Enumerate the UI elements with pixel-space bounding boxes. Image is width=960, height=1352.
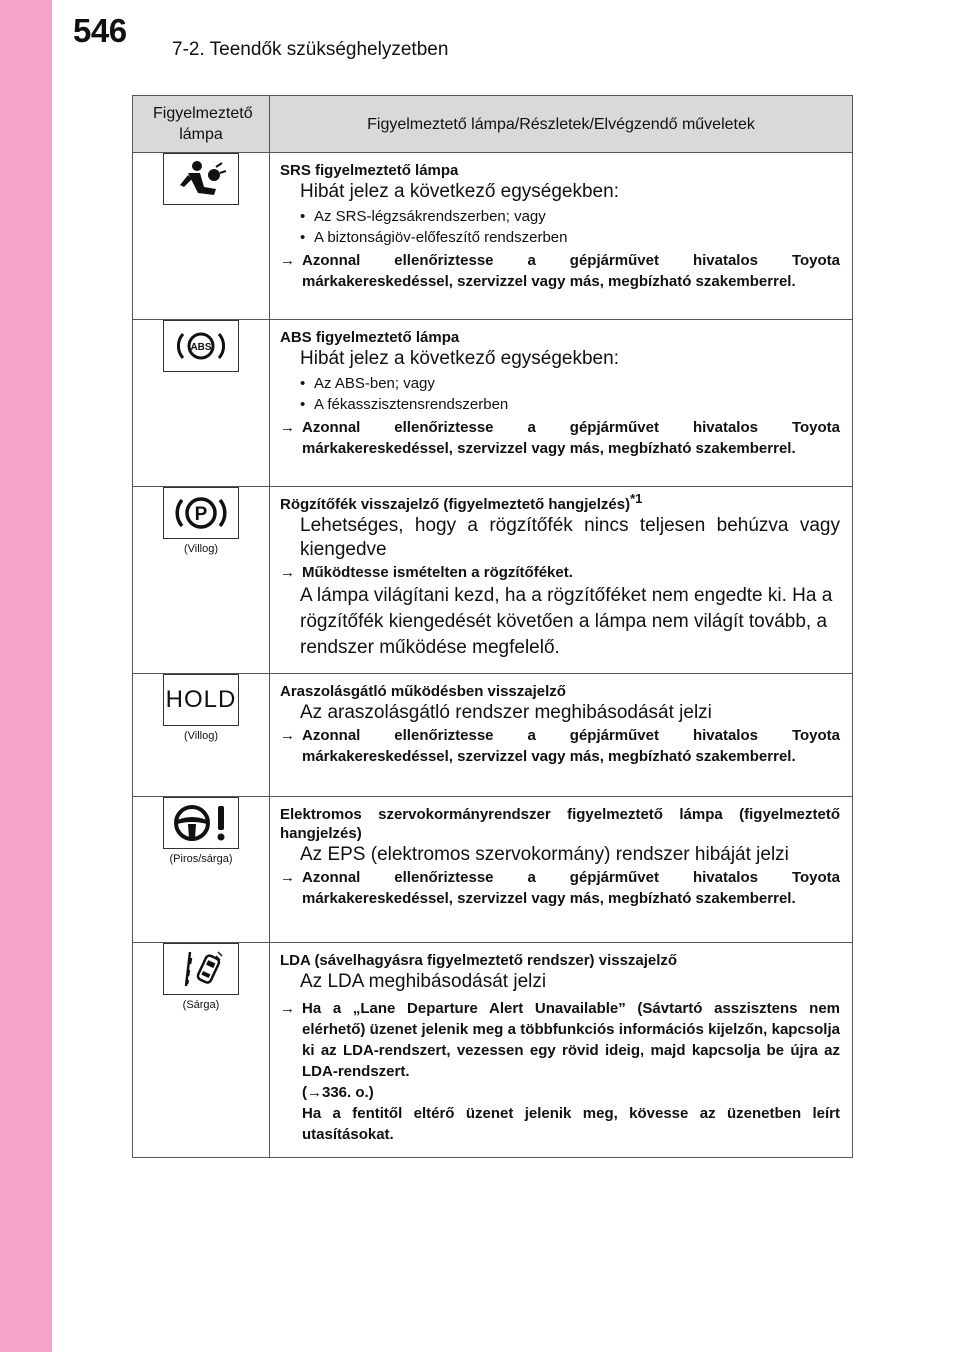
row-lead: Lehetséges, hogy a rögzítőfék nincs teljesen behúzva vagy kiengedve bbox=[300, 515, 840, 560]
abs-icon-text: ABS bbox=[190, 342, 212, 353]
col2-header: Figyelmeztető lámpa/Részletek/Elvégzendő műveletek bbox=[270, 96, 853, 153]
row-lead: Az LDA meghibásodását jelzi bbox=[300, 971, 547, 992]
description-cell bbox=[270, 674, 853, 797]
srs-airbag-icon bbox=[163, 153, 239, 205]
page-ref-open: ( bbox=[302, 1084, 307, 1101]
row-action bbox=[280, 562, 840, 583]
row-action-text: Működtesse ismételten a rögzítőféket. bbox=[302, 564, 573, 581]
row-action bbox=[280, 867, 840, 909]
footnote-marker: *1 bbox=[630, 491, 643, 506]
arrow-icon: → bbox=[280, 727, 295, 744]
row-action-text: Azonnal ellenőriztesse a gépjárművet hivatalos Toyota márkakereskedéssel, szervizzel vagy más, megbízható szakemberrel. bbox=[302, 252, 840, 290]
icon-cell bbox=[133, 674, 270, 797]
row-title bbox=[280, 491, 840, 514]
table-row bbox=[133, 674, 853, 797]
table-row bbox=[133, 320, 853, 487]
row-lead: Hibát jelez a következő egységekben: bbox=[300, 348, 619, 369]
row-action bbox=[280, 250, 840, 292]
row-action-text: Ha a „Lane Departure Alert Unavailable” (Sávtartó asszisztens nem elérhető) üzenet jelenik meg a többfunkciós információs kijelzőn, kapcsolja ki az LDA-rendszert, vezessen egy rövid ideig, majd kapcsolja be újra az LDA-rendszert. bbox=[302, 1000, 840, 1080]
hold-icon-text: HOLD bbox=[165, 686, 237, 713]
eps-steering-wheel-icon bbox=[163, 797, 239, 849]
bullet-list bbox=[300, 206, 840, 248]
col1-header-text: Figyelmeztető lámpa bbox=[153, 105, 253, 143]
arrow-icon: → bbox=[280, 869, 295, 886]
row-title: Elektromos szervokormányrendszer figyelmeztető lámpa (figyelmeztető hangjelzés) bbox=[280, 806, 840, 842]
icon-cell bbox=[133, 320, 270, 487]
row-lead: Az araszolásgátló rendszer meghibásodását jelzi bbox=[300, 702, 712, 723]
icon-cell bbox=[133, 797, 270, 943]
parking-brake-icon bbox=[163, 487, 239, 539]
parking-icon-text: P bbox=[194, 504, 208, 525]
list-item: • A biztonságiöv-előfeszítő rendszerben bbox=[300, 227, 840, 248]
row-title: SRS figyelmeztető lámpa bbox=[280, 162, 459, 179]
description-cell bbox=[270, 943, 853, 1158]
table-row bbox=[133, 943, 853, 1158]
description-cell bbox=[270, 797, 853, 943]
description-cell bbox=[270, 153, 853, 320]
row-action bbox=[280, 725, 840, 767]
row-action bbox=[280, 417, 840, 459]
abs-icon bbox=[163, 320, 239, 372]
row-lead: Hibát jelez a következő egységekben: bbox=[300, 181, 619, 202]
icon-cell bbox=[133, 153, 270, 320]
lda-lane-departure-icon bbox=[163, 943, 239, 995]
row-lead: Az EPS (elektromos szervokormány) rendszer hibáját jelzi bbox=[300, 844, 789, 865]
list-item: • A fékasszisztensrendszerben bbox=[300, 394, 840, 415]
icon-caption: (Piros/sárga) bbox=[169, 853, 233, 865]
row-title: ABS figyelmeztető lámpa bbox=[280, 329, 460, 346]
page-reference[interactable]: 336. o.) bbox=[322, 1084, 374, 1101]
hold-icon bbox=[163, 674, 239, 726]
row-title: LDA (sávelhagyásra figyelmeztető rendszer) visszajelző bbox=[280, 952, 678, 969]
page-number: 546 bbox=[73, 12, 127, 49]
icon-cell bbox=[133, 487, 270, 674]
row-extra-note: A lámpa világítani kezd, ha a rögzítőféket nem engedte ki. Ha a rögzítőfék kiengedését követően a lámpa nem világít tovább, a rendszer működése megfelelő. bbox=[300, 585, 833, 658]
table-row bbox=[133, 487, 853, 674]
row-title: Araszolásgátló működésben visszajelző bbox=[280, 683, 566, 700]
row-action bbox=[280, 998, 840, 1103]
section-title: 7-2. Teendők szükséghelyzetben bbox=[172, 39, 449, 60]
arrow-icon: → bbox=[280, 419, 295, 436]
icon-caption: (Villog) bbox=[183, 730, 219, 742]
table-row bbox=[133, 153, 853, 320]
list-item: • Az SRS-légzsákrendszerben; vagy bbox=[300, 206, 840, 227]
row-action-text: Azonnal ellenőriztesse a gépjárművet hivatalos Toyota márkakereskedéssel, szervizzel vagy más, megbízható szakemberrel. bbox=[302, 727, 840, 765]
row-title-text: Rögzítőfék visszajelző (figyelmeztető hangjelzés) bbox=[280, 496, 631, 513]
warning-lights-table bbox=[132, 95, 853, 1158]
table-row bbox=[133, 797, 853, 943]
row-action-secondary: Ha a fentitől eltérő üzenet jelenik meg, kövesse az üzenetben leírt utasításokat. bbox=[302, 1105, 840, 1143]
arrow-icon: → bbox=[280, 1000, 295, 1017]
side-color-bar bbox=[0, 0, 52, 1352]
description-cell bbox=[270, 320, 853, 487]
icon-cell bbox=[133, 943, 270, 1158]
icon-caption: (Villog) bbox=[183, 543, 219, 555]
arrow-icon: → bbox=[307, 1084, 322, 1101]
arrow-icon: → bbox=[280, 564, 295, 581]
description-cell bbox=[270, 487, 853, 674]
row-action-text: Azonnal ellenőriztesse a gépjárművet hivatalos Toyota márkakereskedéssel, szervizzel vagy más, megbízható szakemberrel. bbox=[302, 869, 840, 907]
arrow-icon: → bbox=[280, 252, 295, 269]
table-header-row bbox=[133, 96, 853, 153]
icon-caption: (Sárga) bbox=[182, 999, 220, 1011]
row-action-text: Azonnal ellenőriztesse a gépjárművet hivatalos Toyota márkakereskedéssel, szervizzel vagy más, megbízható szakemberrel. bbox=[302, 419, 840, 457]
col1-header bbox=[133, 96, 270, 153]
bullet-list bbox=[300, 373, 840, 415]
list-item: • Az ABS-ben; vagy bbox=[300, 373, 840, 394]
